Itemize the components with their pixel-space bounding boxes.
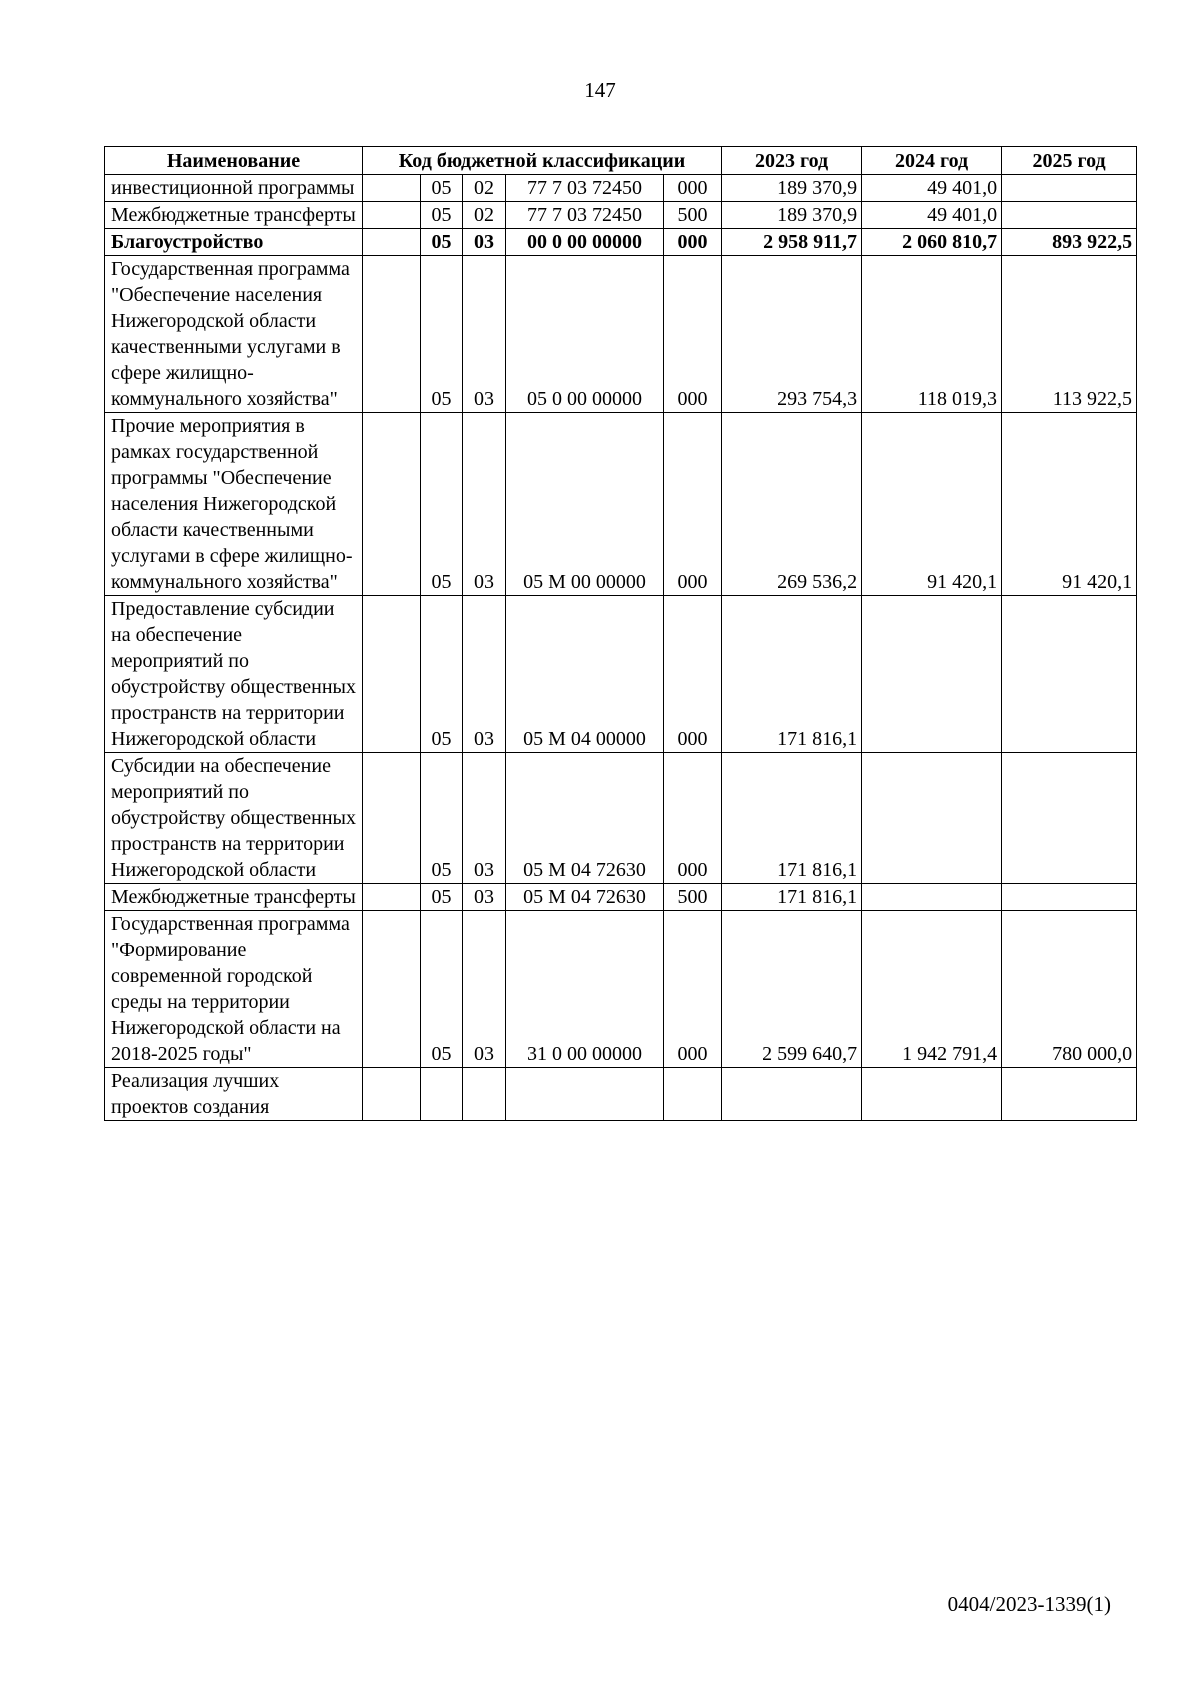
- row-2024: 49 401,0: [862, 175, 1002, 202]
- row-subsection: 03: [463, 753, 506, 884]
- empty-cell: [363, 229, 421, 256]
- row-2025: 113 922,5: [1002, 256, 1137, 413]
- row-2024: 1 942 791,4: [862, 911, 1002, 1068]
- row-2024: 118 019,3: [862, 256, 1002, 413]
- row-expense-type: 000: [664, 256, 722, 413]
- budget-table: [104, 146, 1137, 1121]
- row-target-code: 00 0 00 00000: [506, 229, 664, 256]
- row-2025: [1002, 753, 1137, 884]
- row-2023: 293 754,3: [722, 256, 862, 413]
- empty-cell: [363, 256, 421, 413]
- row-target-code: 05 М 00 00000: [506, 413, 664, 596]
- row-expense-type: 000: [664, 413, 722, 596]
- row-2025: 91 420,1: [1002, 413, 1137, 596]
- page-number: 147: [584, 78, 616, 102]
- row-2025: [1002, 884, 1137, 911]
- row-expense-type: 000: [664, 175, 722, 202]
- row-name: Благоустройство: [105, 229, 363, 256]
- row-target-code: 05 М 04 72630: [506, 884, 664, 911]
- empty-cell: [363, 175, 421, 202]
- row-section: 05: [421, 596, 463, 753]
- header-2023: 2023 год: [722, 147, 862, 175]
- header-code: Код бюджетной классификации: [363, 147, 722, 175]
- row-2025: [1002, 596, 1137, 753]
- empty-cell: [363, 884, 421, 911]
- table-row: [105, 202, 1137, 229]
- table-row: [105, 596, 1137, 753]
- row-subsection: 03: [463, 911, 506, 1068]
- row-expense-type: [664, 1068, 722, 1121]
- row-subsection: 03: [463, 884, 506, 911]
- row-2023: 189 370,9: [722, 175, 862, 202]
- empty-cell: [363, 911, 421, 1068]
- row-name: Государственная программа "Обеспечение населения Нижегородской области качественными услугами в сфере жилищно-коммунального хозяйства": [105, 256, 363, 413]
- row-section: [421, 1068, 463, 1121]
- row-name: Реализация лучших проектов создания: [105, 1068, 363, 1121]
- table-header-row: [105, 147, 1137, 175]
- header-2025: 2025 год: [1002, 147, 1137, 175]
- row-target-code: 05 М 04 00000: [506, 596, 664, 753]
- row-2023: 269 536,2: [722, 413, 862, 596]
- table-row: [105, 911, 1137, 1068]
- row-2023: [722, 1068, 862, 1121]
- row-section: 05: [421, 229, 463, 256]
- table-row: [105, 175, 1137, 202]
- row-2025: [1002, 202, 1137, 229]
- row-target-code: 77 7 03 72450: [506, 175, 664, 202]
- row-subsection: 02: [463, 175, 506, 202]
- row-target-code: [506, 1068, 664, 1121]
- row-name: инвестиционной программы: [105, 175, 363, 202]
- row-subsection: 03: [463, 256, 506, 413]
- row-name: Субсидии на обеспечение мероприятий по обустройству общественных пространств на территории Нижегородской области: [105, 753, 363, 884]
- row-name: Прочие мероприятия в рамках государственной программы "Обеспечение населения Нижегородской области качественными услугами в сфере жилищно-коммунального хозяйства": [105, 413, 363, 596]
- row-2023: 171 816,1: [722, 596, 862, 753]
- row-2025: 780 000,0: [1002, 911, 1137, 1068]
- row-subsection: 03: [463, 596, 506, 753]
- row-2024: 49 401,0: [862, 202, 1002, 229]
- table-row: [105, 753, 1137, 884]
- row-name: Межбюджетные трансферты: [105, 884, 363, 911]
- table-row-bold: [105, 229, 1137, 256]
- row-2024: 2 060 810,7: [862, 229, 1002, 256]
- row-target-code: 05 М 04 72630: [506, 753, 664, 884]
- row-2025: [1002, 175, 1137, 202]
- empty-cell: [363, 1068, 421, 1121]
- document-code: 0404/2023-1339(1): [947, 1592, 1111, 1616]
- row-expense-type: 500: [664, 202, 722, 229]
- empty-cell: [363, 753, 421, 884]
- row-subsection: [463, 1068, 506, 1121]
- table-row: [105, 256, 1137, 413]
- row-section: 05: [421, 884, 463, 911]
- row-section: 05: [421, 753, 463, 884]
- row-2023: 171 816,1: [722, 884, 862, 911]
- row-section: 05: [421, 175, 463, 202]
- row-2024: [862, 1068, 1002, 1121]
- row-target-code: 05 0 00 00000: [506, 256, 664, 413]
- row-2025: [1002, 1068, 1137, 1121]
- header-2024: 2024 год: [862, 147, 1002, 175]
- table-row: [105, 413, 1137, 596]
- row-2024: [862, 753, 1002, 884]
- row-section: 05: [421, 256, 463, 413]
- row-expense-type: 000: [664, 753, 722, 884]
- row-section: 05: [421, 202, 463, 229]
- row-2023: 189 370,9: [722, 202, 862, 229]
- row-section: 05: [421, 413, 463, 596]
- row-2024: [862, 596, 1002, 753]
- row-subsection: 03: [463, 413, 506, 596]
- row-2023: 2 958 911,7: [722, 229, 862, 256]
- row-expense-type: 000: [664, 596, 722, 753]
- table-row: [105, 1068, 1137, 1121]
- empty-cell: [363, 202, 421, 229]
- row-subsection: 03: [463, 229, 506, 256]
- row-2023: 171 816,1: [722, 753, 862, 884]
- row-name: Предоставление субсидии на обеспечение мероприятий по обустройству общественных пространств на территории Нижегородской области: [105, 596, 363, 753]
- row-target-code: 77 7 03 72450: [506, 202, 664, 229]
- row-2024: [862, 884, 1002, 911]
- row-section: 05: [421, 911, 463, 1068]
- empty-cell: [363, 413, 421, 596]
- row-name: Межбюджетные трансферты: [105, 202, 363, 229]
- row-subsection: 02: [463, 202, 506, 229]
- table-row: [105, 884, 1137, 911]
- row-2024: 91 420,1: [862, 413, 1002, 596]
- row-expense-type: 000: [664, 229, 722, 256]
- row-name: Государственная программа "Формирование современной городской среды на территории Нижегородской области на 2018-2025 годы": [105, 911, 363, 1068]
- row-expense-type: 500: [664, 884, 722, 911]
- row-2023: 2 599 640,7: [722, 911, 862, 1068]
- row-target-code: 31 0 00 00000: [506, 911, 664, 1068]
- row-expense-type: 000: [664, 911, 722, 1068]
- empty-cell: [363, 596, 421, 753]
- row-2025: 893 922,5: [1002, 229, 1137, 256]
- header-name: Наименование: [105, 147, 363, 175]
